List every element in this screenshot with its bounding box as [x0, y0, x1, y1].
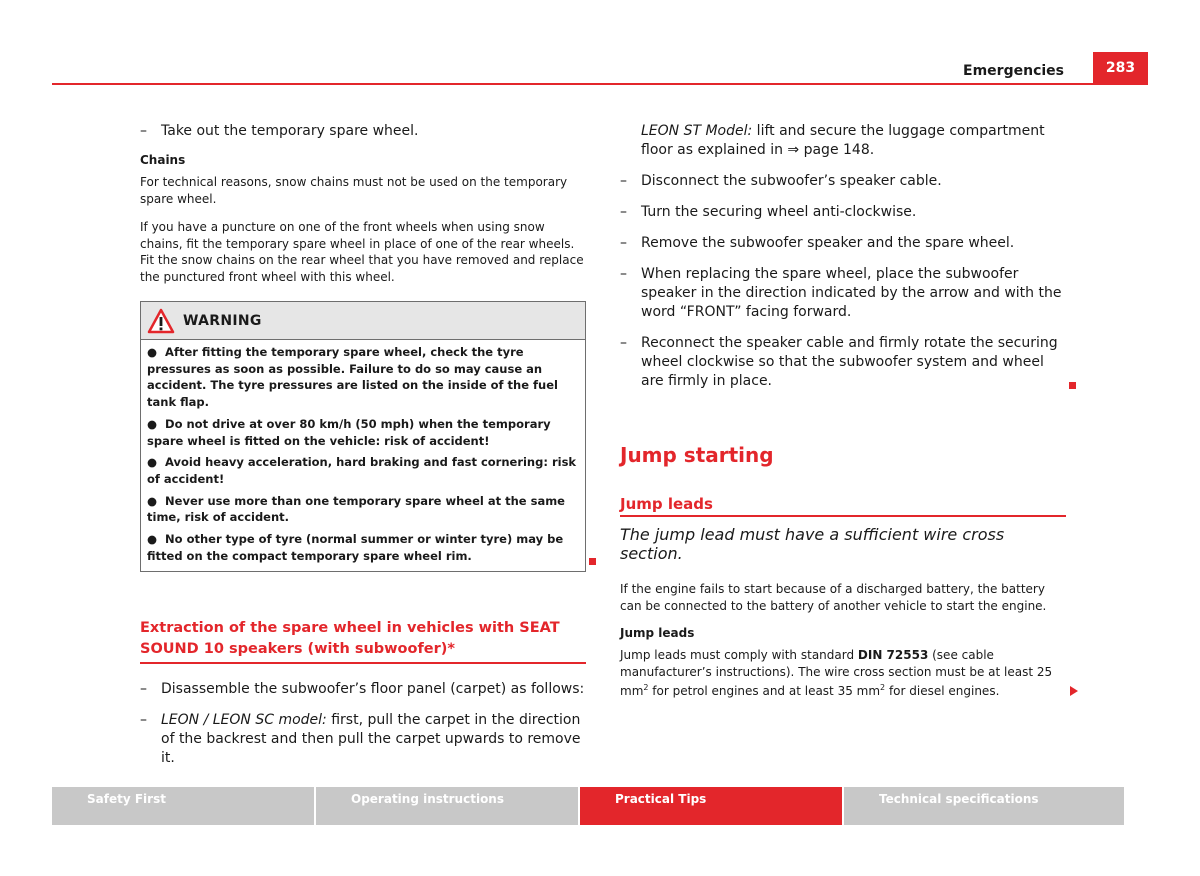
jump-leads-heading: Jump leads	[620, 495, 1066, 517]
warning-item: ● No other type of tyre (normal summer or winter tyre) may be fitted on the compact temporary spare wheel rim.	[147, 532, 564, 563]
continue-arrow-icon	[1070, 686, 1078, 696]
section-end-marker	[589, 558, 596, 565]
warning-triangle-icon	[147, 308, 175, 334]
warning-list	[141, 340, 585, 571]
chapter-title: Emergencies	[963, 63, 1064, 79]
step-disconnect: – Disconnect the subwoofer’s speaker cable.	[620, 173, 942, 189]
warning-item: ● Do not drive at over 80 km/h (50 mph) when the temporary spare wheel is fitted on the vehicle: risk of accident!	[147, 416, 551, 448]
warning-item: ● Avoid heavy acceleration, hard braking and fast cornering: risk of accident!	[147, 455, 577, 486]
jump-leads-subheading: Jump leads	[620, 626, 695, 640]
tab-practical-tips[interactable]: Practical Tips	[580, 787, 842, 825]
step-disassemble: – Disassemble the subwoofer’s floor panel (carpet) as follows:	[140, 681, 585, 698]
chains-paragraph-2: If you have a puncture on one of the front wheels when using snow chains, fit the temporary spare wheel in place of one of the rear wheels. Fit the snow chains on the rear wheel that you have removed and replace the punctured front wheel with this wheel.	[140, 220, 584, 284]
warning-title: WARNING	[183, 312, 262, 329]
left-column	[140, 122, 586, 780]
jump-starting-heading: Jump starting	[620, 443, 774, 467]
step-leon-model: – LEON / LEON SC model: first, pull the carpet in the direction of the backrest and then pull the carpet upwards to remove it.	[140, 712, 581, 767]
chains-paragraph-1: For technical reasons, snow chains must not be used on the temporary spare wheel.	[140, 175, 568, 206]
header-rule	[52, 83, 1148, 85]
intro-text: The jump lead must have a sufficient wire cross section.	[620, 525, 1005, 563]
tab-technical-specifications[interactable]: Technical specifications	[844, 787, 1124, 825]
step-replace-wheel: – When replacing the spare wheel, place the subwoofer speaker in the direction indicated by the arrow and with the word “FRONT” facing forward.	[620, 266, 1062, 320]
step-leon-st-model: LEON ST Model: lift and secure the luggage compartment floor as explained in ⇒ page 148.	[641, 123, 1045, 158]
warning-box	[140, 301, 586, 572]
tab-operating-instructions[interactable]: Operating instructions	[316, 787, 578, 825]
warning-header	[141, 302, 585, 340]
section-end-marker	[1069, 382, 1076, 389]
step-take-out: – Take out the temporary spare wheel.	[140, 123, 419, 139]
tab-safety-first[interactable]: Safety First	[52, 787, 314, 825]
battery-paragraph: If the engine fails to start because of a discharged battery, the battery can be connected to the battery of another vehicle to start the engine.	[620, 582, 1047, 613]
footer-tabs	[52, 787, 1148, 825]
step-remove-speaker: – Remove the subwoofer speaker and the spare wheel.	[620, 235, 1015, 251]
extraction-heading: Extraction of the spare wheel in vehicles with SEAT SOUND 10 speakers (with subwoofer)*	[140, 618, 586, 664]
page-number: 283	[1093, 52, 1148, 84]
step-reconnect: – Reconnect the speaker cable and firmly rotate the securing wheel clockwise so that the subwoofer system and wheel are firmly in place.	[620, 334, 1066, 391]
warning-item: ● Never use more than one temporary spare wheel at the same time, risk of accident.	[147, 493, 565, 525]
chains-heading: Chains	[140, 153, 186, 167]
jump-leads-paragraph: Jump leads must comply with standard DIN 72553 (see cable manufacturer’s instructions). The wire cross section must be at least 25 $mm^2$ for petrol engines and at least 35 $mm^2$ for diesel engines.	[620, 647, 1066, 700]
step-turn-wheel: – Turn the securing wheel anti-clockwise.	[620, 204, 917, 220]
warning-item: ● After fitting the temporary spare wheel, check the tyre pressures as soon as possible. Failure to do so may cause an accident. The tyre pressures are listed on the inside of the fuel tank flap.	[147, 345, 558, 410]
right-column	[620, 122, 1066, 712]
